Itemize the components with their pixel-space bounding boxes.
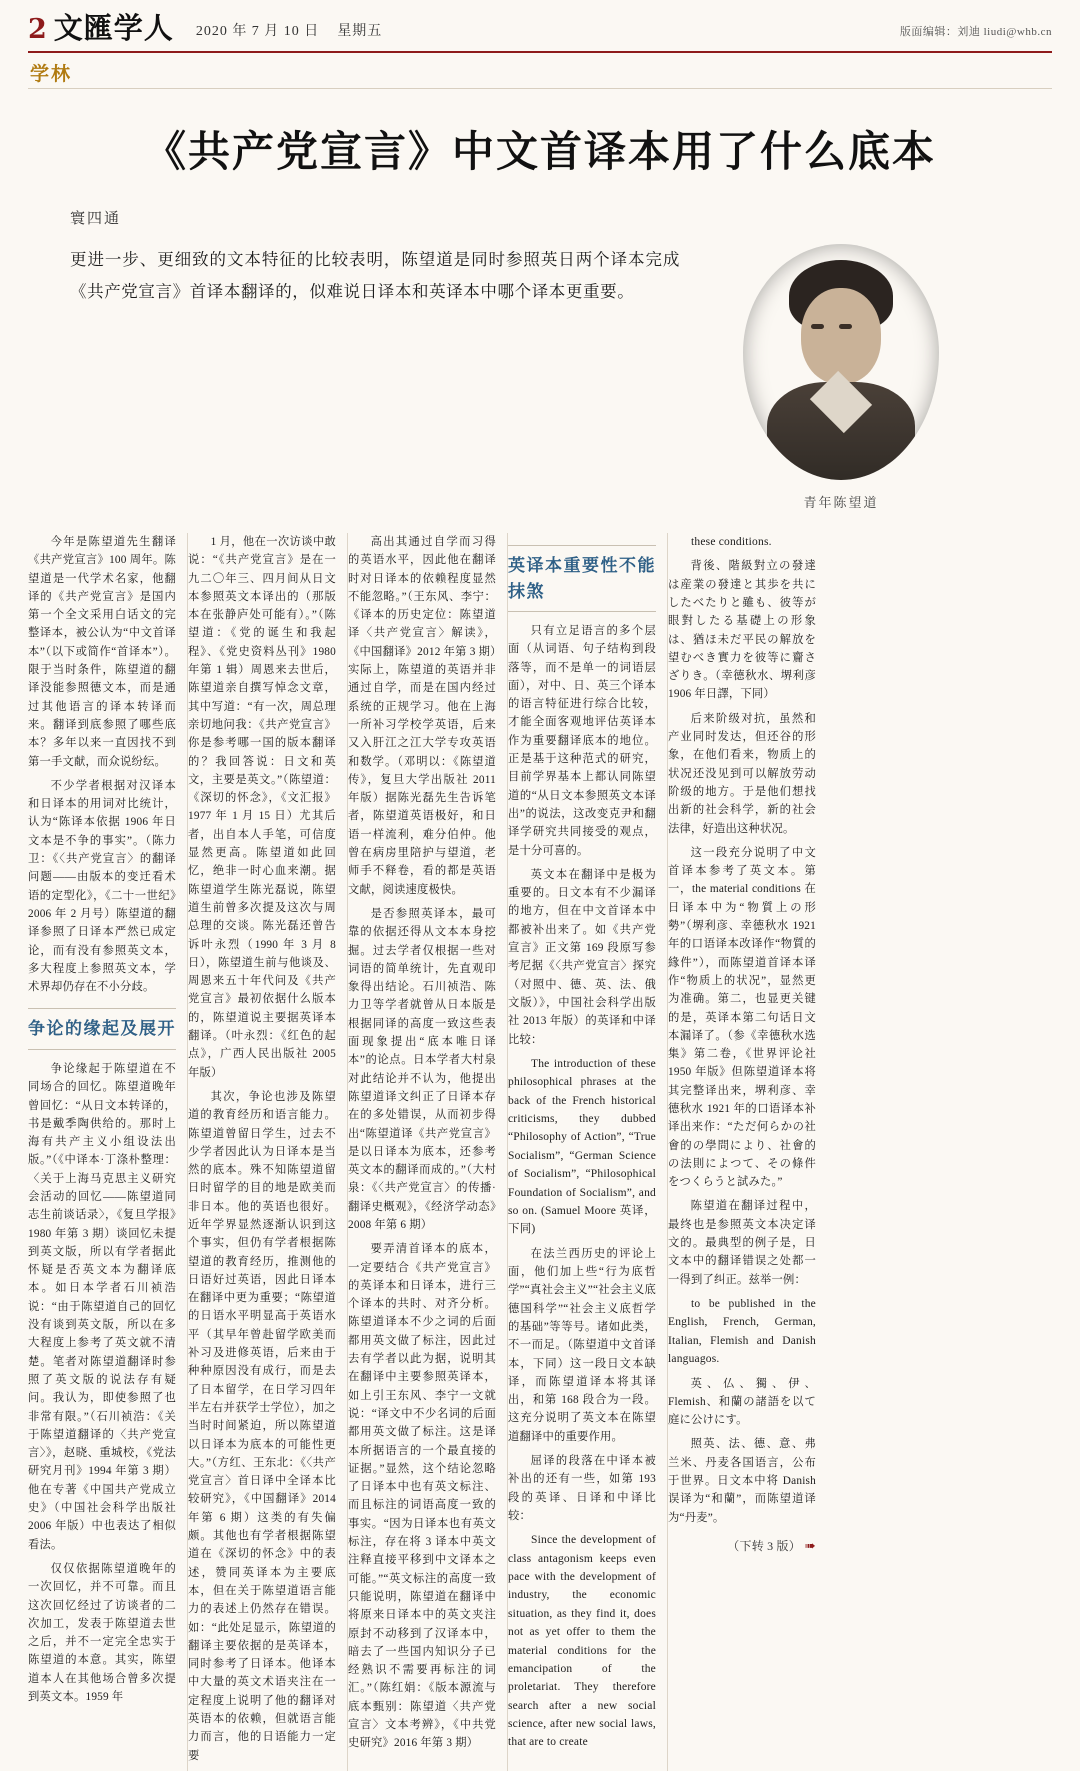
byline: 寰四通 [70,211,122,227]
body-paragraph: 后来阶级对抗，虽然和产业同时发达，但还谷的形象，在他们看来，物质上的状况还没见到可以解放劳动阶级的地方。于是他们想找出新的社会科学，新的社会法律，好造出这种状况。 [668,712,816,835]
english-quote: to be published in the English, French, German, Italian, Flemish and Danish languagos. [668,1297,816,1366]
section-tag: 学林 [28,53,1052,89]
body-paragraph: 英文本在翻译中是极为重要的。日文本有不少漏译的地方，但在中文首译本中都被补出来了。如《共产党宣言》正文第 169 段原写参考尼据《〈共产党宣言〉探究（对照中、德、英、法、俄文版）》，中国社会科学出版社 2013 年版）的英译和中译比较： [508,868,656,1046]
japanese-quote: 英、仏、獨、伊、Flemish、和蘭の諸語を以て庭に公けにす。 [668,1377,816,1427]
article-column [348,533,508,1771]
body-paragraph: 照英、法、德、意、弗兰米、丹麦各国语言，公布于世界。日文本中将 Danish 误译为“和蘭”，而陈望道译为“丹麦”。 [668,1438,816,1524]
page-number: 2 [28,14,47,45]
portrait-caption: 青年陈望道 [803,495,879,510]
english-quote: these conditions. [691,536,772,548]
body-paragraph: 陈望道在翻译过程中，最终也是参照英文本决定译文的。最典型的例子是，日文本中的翻译错误之处都一一得到了纠正。兹举一例： [668,1200,816,1286]
editor-note: 版面编辑：刘迪 liudi@whb.cn [899,26,1052,38]
body-paragraph: 这一段充分说明了中文首译本参考了英文本。第一，the material conditions 在日译本中为“物質上の形勢”（堺利彦、幸德秋水 1921 年的口语译本改译作“物質的緣件”），而陈望道首译本译作“物质上的状况”，显然更为准确。第二，也显更关键的是，英译本第二句话日文本漏译了。（参《幸德秋水选集》第二卷，《世界评论社 1950 年版》但陈望道译本将其完整译出来，堺利彦、幸德秋水 1921 年的口语译本补译出来作：“ただ何らかの社會的の學問により、社會的の法則によつて、その條件をつくらうと試みた。” [668,846,816,1189]
lead-section [28,244,1052,511]
body-paragraph: 今年是陈望道先生翻译《共产党宣言》100 周年。陈望道是一代学术名家，他翻译的《共产党宣言》是国内第一个全文采用白话文的完整译本，被公认为“中文首译本”（以下或简作“首译本”）。限于当时条件，陈望道的翻译没能参照德文本，而是通过其他语言的译本转译而来。翻译到底参照了哪些底本？多年以来一直因找不到第一手文献，而众说纷纭。 [28,536,176,768]
newspaper-title: 文匯学人 [53,11,174,45]
body-paragraph: 要弄清首译本的底本，一定要结合《共产党宣言》的英译本和日译本，进行三个译本的共时、对齐分析。陈望道译本不少之词的后面都用英文做了标注，因此过去有学者以此为据，说明其在翻译中主要参照英译本，如上引王东风、李宁一文就说：“译文中不少名词的后面都用英文做了标注。这是译本所据语言的一个最直接的证据。”显然，这个结论忽略了日译本中也有英文标注、而且标注的词语高度一致的事实。“因为日译本也有英文标注，存在将 3 译本中英文注释直接平移到中文译本之可能。”“英文标注的高度一致只能说明，陈望道在翻译中将原来日译本中的英文夹注原封不动移到了汉译本中，暗去了一些国内知识分子已经熟识不需要再标注的词汇。”（陈红娟：《版本源流与底本甄别：陈望道〈共产党宣言〉文本考辨》，《中共党史研究》2016 年第 3 期） [348,1243,496,1750]
body-paragraph: 只有立足语言的多个层面（从词语、句子结构到段落等，而不是单一的词语层面），对中、日、英三个译本的语言特征进行综合比较，才能全面客观地评估英译本作为重要翻译底本的地位。正是基于这种范式的研究，目前学界基本上都认同陈望道的“从日文本参照英文本译出”的说法，这改变克尹和翻译学研究共同接受的观点，是十分可喜的。 [508,625,656,857]
english-quote: The introduction of these philosophical phrases at the back of the French historical criticisms, they dubbed “Philosophy of Action”, “True Socialism”, “German Science of Socialism”, “Philosophical Foundation of Socialism”, and so on. (Samuel Moore 英译，下同) [508,1057,656,1236]
publication-date: 2020 年 7 月 10 日 [195,24,320,39]
body-paragraph: 是否参照英译本，最可靠的依据还得从文本本身挖掘。过去学者仅根据一些对词语的简单统计，先直观印象得出结论。石川祯浩、陈力卫等学者就曾从日本版是根据同译的高度一致这些表面现象提出“底本唯日译本”的论点。日本学者大村泉对此结论并不认为，他提出陈望道译文纠正了日译本存在的多处错误，从而初步得出“陈望道译《共产党宣言》是以日译本为底本，还参考英文本的翻译而成的。”（大村泉：《〈共产党宣言〉的传播·翻译史概观》，《经济学动态》2008 年第 6 期） [348,907,496,1231]
body-paragraph: 在法兰西历史的评论上面，他们加上些“行为底哲学”“真社会主义”“社会主义底德国科学”“社会主义底哲学的基础”等等号。诸如此类，不一而足。（陈望道中文首译本，下同）这一段日文本缺译，而陈望道译本将其译出，和第 168 段合为一段。这充分说明了英文本在陈望道翻译中的重要作用。 [508,1247,656,1443]
article-column [28,533,188,1771]
column-subheading: 英译本重要性不能抹煞 [508,545,656,612]
masthead [28,0,1052,53]
japanese-quote: 背後、階級對立の發達は産業の發達と其歩を共にしたべたりと雖も、彼等が眼對したる基礎上の形象は、猶ほ未だ平民の解放を望むべき實力を彼等に齎さざりき。（幸德秋水、堺利彦 1906 年日譯，下同） [668,560,816,701]
portrait-figure [716,244,966,511]
body-paragraph: 其次，争论也涉及陈望道的教育经历和语言能力。陈望道曾留日学生，过去不少学者因此认为日译本是当然的底本。殊不知陈望道留日时留学的目的地是欧美而非日本。他的英语也很好。近年学界显然逐渐认识到这个事实，但仍有学者根据陈望道的教育经历，推测他的日语好过英语，因此日译本在翻译中更为重要；“陈望道的日语水平明显高于英语水平（其早年曾赴留学欧美而补习及进修英语，后来由于种种原因没有成行，而是去了日本留学，在日学习四年半左右并获学士学位），加之当时时间紧迫，所以陈望道以日译本为底本的可能性更大。”（方红、王东北：《〈共产党宣言〉首日译中全译本比较研究》，《中国翻译》2014 年第 6 期）这类的有失偏颇。其他也有学者根据陈望道在《深切的怀念》中的表述，赞同英译本为主要底本，但在关于陈望道语言能力的表述上仍然存在错误。如：“此处足显示，陈望道的翻译主要依据的是英译本，同时参考了日译本。他译本中大量的英文术语夹注在一定程度上说明了他的翻译对英语本的依赖，但就语言能力而言，他的日语能力一定要 [188,1090,336,1762]
body-paragraph: 屈译的段落在中译本被补出的还有一些，如第 193 段的英译、日译和中译比较： [508,1455,656,1522]
continued-note: （下转 3 版） ➠ [727,1537,816,1553]
article-column [188,533,348,1771]
article-column [668,533,816,1771]
body-paragraph: 不少学者根据对汉译本和日译本的用词对比统计，认为“陈译本依据 1906 年日文本是不争的事实”。（陈力卫：《〈共产党宣言〉的翻译问题——由版本的变迁看术语的定型化》，《二十一世纪》2006 年 2 月号）陈望道的翻译参照了日译本严然已成定论，而有没有参照英文本，多大程度上参照英文本，学术界却仍存在不小分歧。 [28,779,176,994]
body-paragraph: 1 月，他在一次访谈中敢说：“《共产党宣言》是在一九二〇年三、四月间从日文本参照英文本译出的（那版本在张静庐处可能有）。”（陈望道：《党的诞生和我起程》、《党史资料丛刊》1980 年第 1 辑）周恩来去世后，陈望道亲自撰写悼念文章，其中写道：“有一次，周总理亲切地问我：《共产党宣言》你是参考哪一国的版本翻译的？我回答说：日文和英文，主要是英文。”（陈望道：《深切的怀念》，《文汇报》1977 年 1 月 15 日）尤其后者，出自本人手笔，可信度显然更高。陈望道如此回忆，绝非一时心血来潮。据陈望道学生陈光磊说，陈望道生前曾多次提及这次与周总理的交谈。陈光磊还曾告诉叶永烈（1990 年 3 月 8 日），陈望道生前与他谈及、周恩来五十年代问及《共产党宣言》最初依据什么版本的，陈望道说主要据英译本翻译。（叶永烈：《红色的起点》，广西人民出版社 2005 年版） [188,536,336,1079]
lead-paragraph: 更进一步、更细致的文本特征的比较表明，陈望道是同时参照英日两个译本完成《共产党宣言》首译本翻译的，似难说日译本和英译本中哪个译本更重要。 [70,250,680,302]
body-paragraph: 争论缘起于陈望道在不同场合的回忆。陈望道晚年曾回忆：“从日文本转译的，书是戴季陶供给的。那时上海有共产主义小组设法出版。”（《中译本·丁涤朴整理：〈关于上海马克思主义研究会活动的回忆——陈望道同志生前谈话录〉，《复旦学报》1980 年第 3 期）谈回忆未提到英文版，所以有学者据此怀疑是否英文本为翻译底本。如日本学者石川祯浩说：“由于陈望道自己的回忆没有谈到英文版，所以在多大程度上参考了英文就不清楚。笔者对陈望道翻译时参照了英文版的说法存有疑问。我认为，即使参照了也非常有限。”（石川祯浩：《关于陈望道翻译的〈共产党宣言〉》，赵晓、重城校，《党法研究月刊》1994 年第 3 期）他在专著《中国共产党成立史》（中国社会科学出版社 2006 年版）中也表达了相似看法。 [28,1062,176,1551]
english-quote: Since the development of class antagonism keeps even pace with the development of industry, the economic situation, as they find it, does not as yet offer to them the material conditions for the emancipation of the proletariat. They therefore search after a new social science, after new social laws, that are to create [508,1534,656,1749]
publication-weekday: 星期五 [337,24,383,39]
article-columns [28,533,1052,1771]
column-subheading: 争论的缘起及展开 [28,1008,176,1050]
continue-arrow-icon: ➠ [804,1537,816,1553]
body-paragraph: 高出其通过自学而习得的英语水平，因此他在翻译时对日译本的依赖程度显然不能忽略。”（王东风、李宁：《译本的历史定位：陈望道译〈共产党宣言〉解读》，《中国翻译》2012 年第 3 期）实际上，陈望道的英语并非通过自学，而是在国内经过系统的正规学习。他在上海一所补习学校学英语，后来又入肝江之江大学专攻英语和数学。（邓明以：《陈望道传》，复旦大学出版社 2011 年版）据陈光磊先生告诉笔者，陈望道英语极好，和日语一样流利，难分伯仲。他曾在病房里陪护与望道，老师手不释卷，看的都是英语文献，阅读速度极快。 [348,536,496,896]
portrait-image [743,244,939,480]
body-paragraph: 仅仅依据陈望道晚年的一次回忆，并不可靠。而且这次回忆经过了访谈者的二次加工，发表于陈望道去世之后，并不一定完全忠实于陈望道的本意。其实，陈望道本人在其他场合曾多次提到英文本。1959 年 [28,1562,176,1704]
page-title: 《共产党宣言》中文首译本用了什么底本 [143,127,936,176]
article-column [508,533,668,1771]
